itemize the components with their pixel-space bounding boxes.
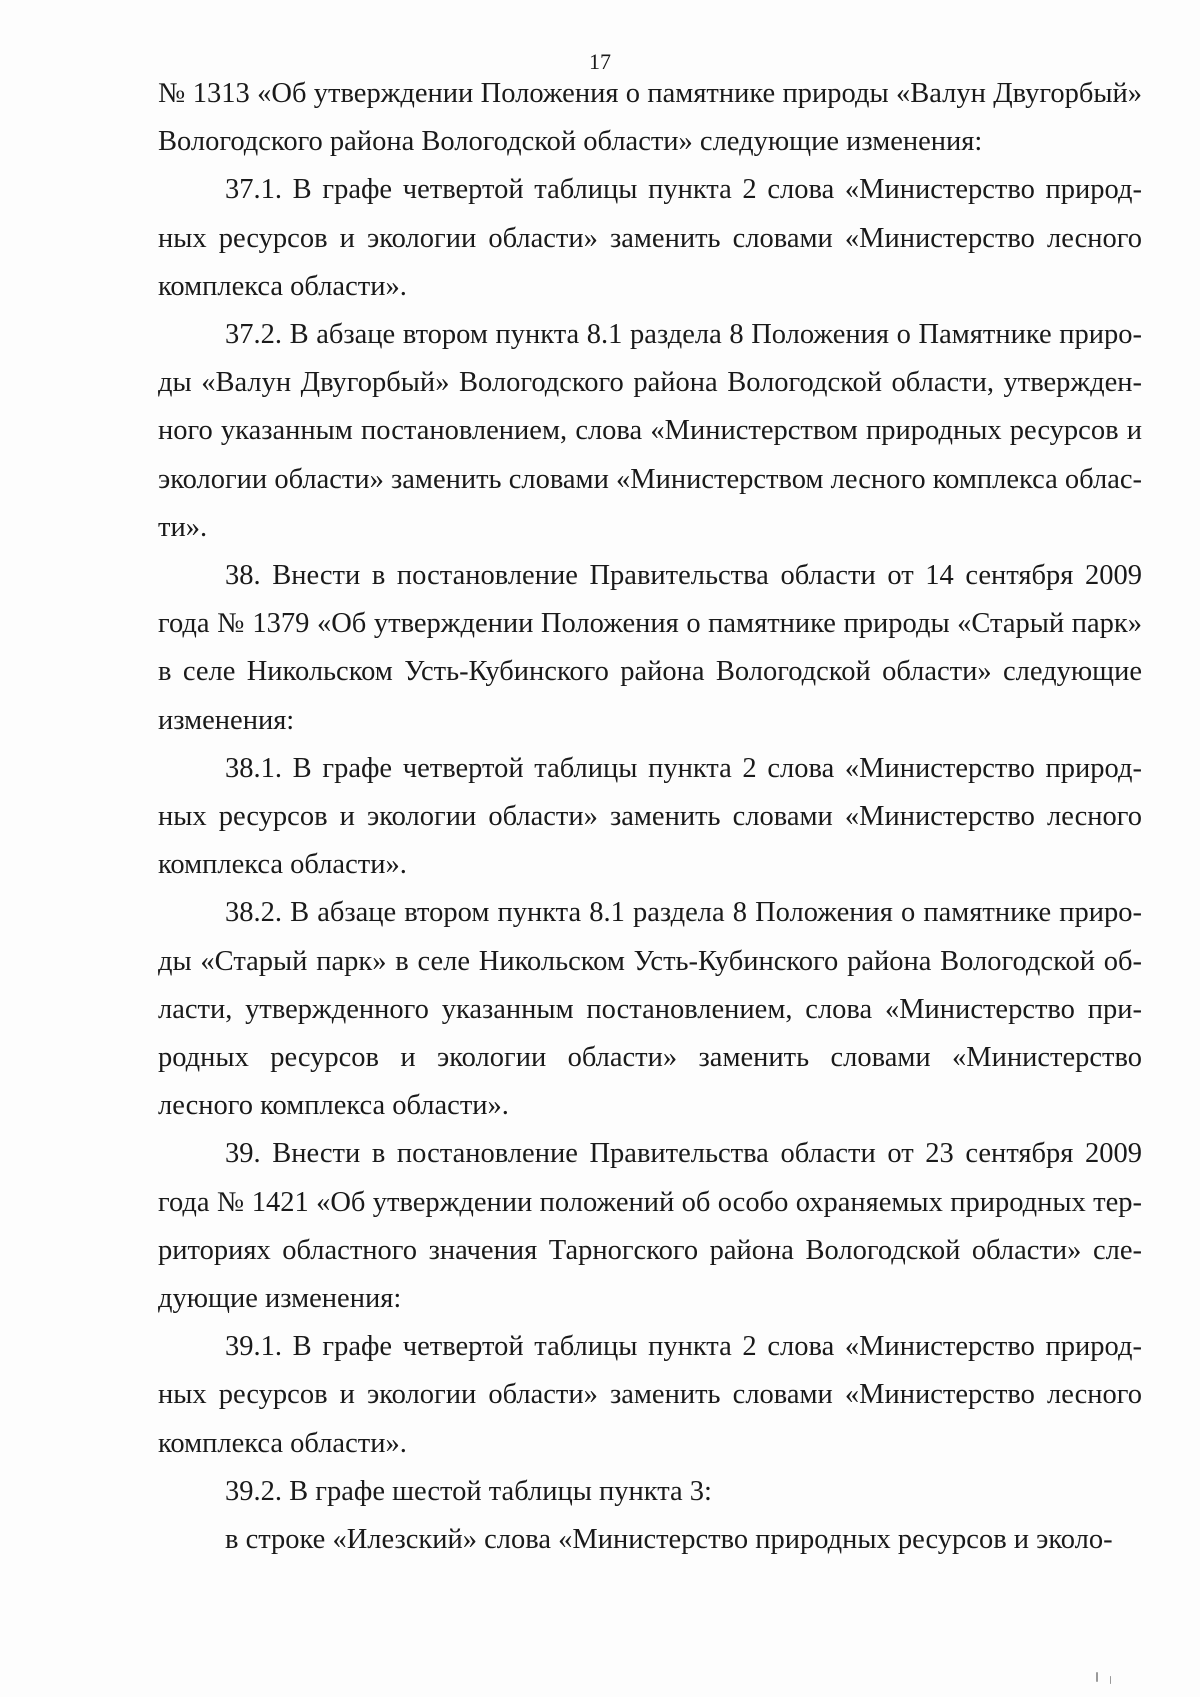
document-body: [158, 70, 1142, 1564]
paragraph-38-1: 38.1. В графе четвертой таблицы пункта 2 слова «Министерство природных ресурсов и экологии области» заменить словами «Министерство лесного комплекса области».: [158, 752, 1142, 881]
scan-artifact: [1096, 1672, 1098, 1682]
paragraph-39-2: 39.2. В графе шестой таблицы пункта 3:: [225, 1475, 712, 1507]
paragraph-37-1: 37.1. В графе четвертой таблицы пункта 2 слова «Министерство природных ресурсов и экологии области» заменить словами «Министерство лесного комплекса области».: [158, 174, 1142, 302]
paragraph-39-1: 39.1. В графе четвертой таблицы пункта 2 слова «Министерство природных ресурсов и экологии области» заменить словами «Министерство лесного комплекса области».: [158, 1331, 1142, 1459]
paragraph-38-2: 38.2. В абзаце втором пункта 8.1 раздела 8 Положения о памятнике природы «Старый парк» в селе Никольском Усть-Кубинского района Вологодской области, утвержденного указанным постановлением, слова «Министерство природных ресурсов и экологии области» заменить словами «Министерство лесного комплекса области».: [158, 897, 1142, 1122]
paragraph-39: 39. Внести в постановление Правительства области от 23 сентября 2009 года № 1421 «Об утверждении положений об особо охраняемых природных территориях областного значения Тарногского района Вологодской области» следующие изменения:: [158, 1138, 1142, 1315]
paragraph-37-2: 37.2. В абзаце втором пункта 8.1 раздела 8 Положения о Памятнике природы «Валун Двугорбый» Вологодского района Вологодской области, утвержденного указанным постановлением, слова «Министерством природных ресурсов и экологии области» заменить словами «Министерством лесного комплекса области».: [158, 319, 1142, 543]
page-number: 17: [589, 49, 611, 74]
scan-artifact: [1110, 1676, 1111, 1684]
paragraph-37-intro-continuation: № 1313 «Об утверждении Положения о памятнике природы «Валун Двугорбый» Вологодского района Вологодской области» следующие изменения:: [158, 78, 1142, 158]
paragraph-38: 38. Внести в постановление Правительства области от 14 сентября 2009 года № 1379 «Об утверждении Положения о памятнике природы «Старый парк» в селе Никольском Усть-Кубинского района Вологодской области» следующие изменения:: [158, 560, 1142, 736]
paragraph-39-2-continued: в строке «Илезский» слова «Министерство природных ресурсов и эколо-: [225, 1524, 1113, 1556]
